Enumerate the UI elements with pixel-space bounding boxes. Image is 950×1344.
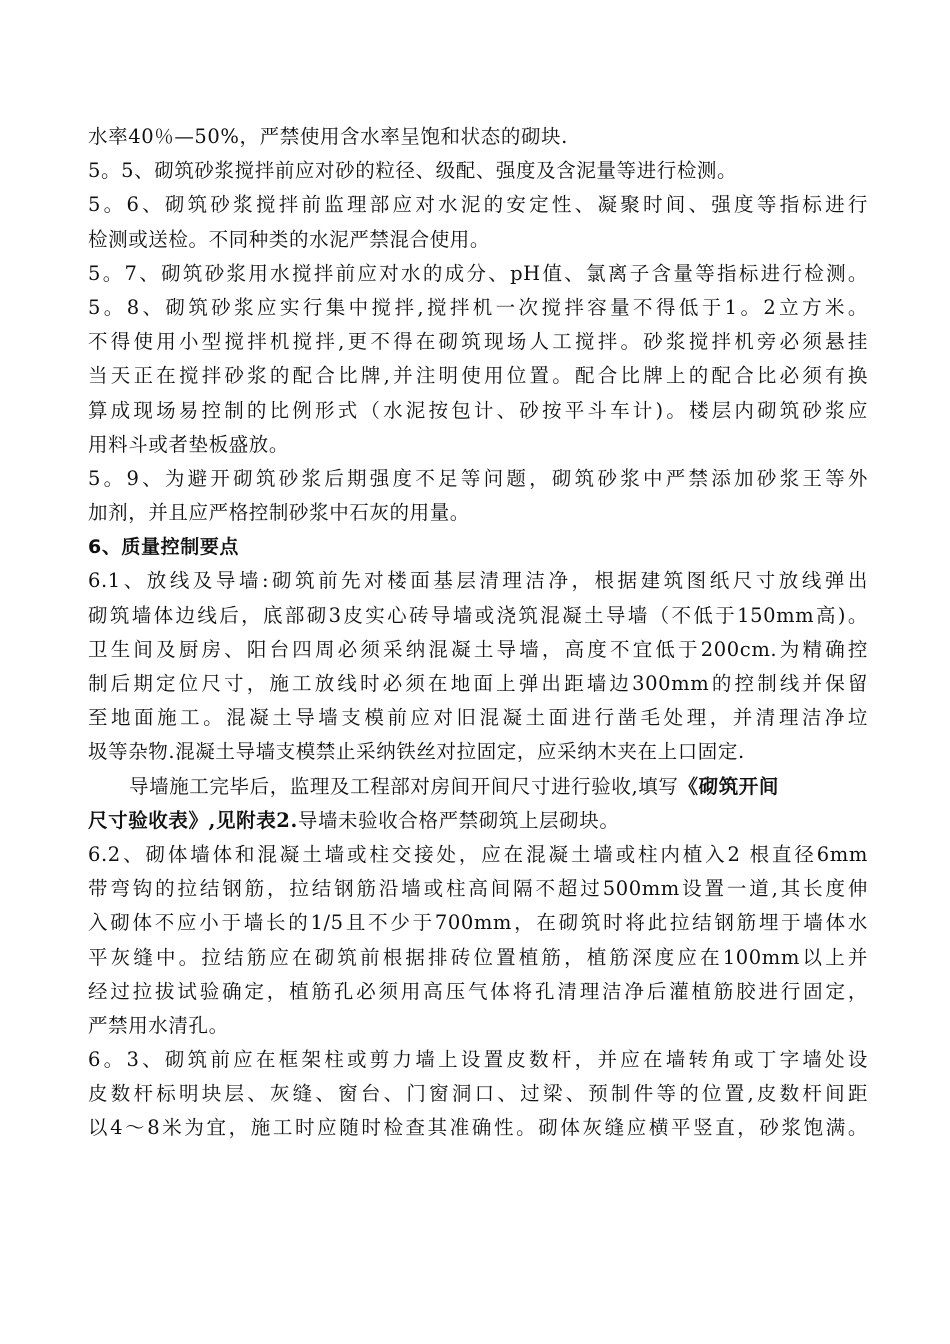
text-line: 制后期定位尺寸，施工放线时必须在地面上弹出距墙边300mm的控制线并保留 bbox=[88, 672, 868, 695]
text-line: 5。7、砌筑砂浆用水搅拌前应对水的成分、pH值、氯离子含量等指标进行检测。 bbox=[88, 261, 868, 285]
text-line: 5。8、砌筑砂浆应实行集中搅拌,搅拌机一次搅拌容量不得低于1。2立方米。 bbox=[88, 295, 868, 319]
text-line: 水率40％—50%，严禁使用含水率呈饱和状态的砌块. bbox=[88, 125, 568, 148]
text-line: 严禁用水清孔。 bbox=[88, 1013, 229, 1037]
text-line: 圾等杂物.混凝土导墙支模禁止采纳铁丝对拉固定，应采纳木夹在上口固定. bbox=[88, 740, 745, 764]
text-line: 5。9、为避开砌筑砂浆后期强度不足等问题，砌筑砂浆中严禁添加砂浆王等外 bbox=[88, 466, 868, 490]
document-page bbox=[88, 120, 868, 1146]
text-line: 5。5、砌筑砂浆搅拌前应对砂的粒径、级配、强度及含泥量等进行检测。 bbox=[88, 159, 738, 183]
text-line: 带弯钩的拉结钢筋，拉结钢筋沿墙或柱高间隔不超过500mm设置一道,其长度伸 bbox=[88, 877, 868, 901]
text-segment: 导墙施工完毕后，监理及工程部对房间开间尺寸进行验收,填写 bbox=[129, 774, 679, 798]
text-line: 经过拉拔试验确定，植筋孔必须用高压气体将孔清理洁净后灌植筋胶进行固定， bbox=[88, 979, 868, 1003]
text-line bbox=[88, 770, 868, 804]
text-line: 入砌体不应小于墙长的1/5且不少于700mm，在砌筑时将此拉结钢筋埋于墙体水 bbox=[88, 911, 868, 935]
text-segment: 导墙未验收合格严禁砌筑上层砌块。 bbox=[297, 808, 620, 832]
form-name-bold: 尺寸验收表》,见附表2. bbox=[88, 808, 298, 832]
text-line: 6.1、放线及导墙:砌筑前先对楼面基层清理洁净，根据建筑图纸尺寸放线弹出 bbox=[88, 569, 868, 593]
form-name-bold: 《砌筑开间 bbox=[678, 774, 780, 798]
text-line: 至地面施工。混凝土导墙支模前应对旧混凝土面进行凿毛处理，并清理洁净垃 bbox=[88, 706, 868, 730]
text-line: 算成现场易控制的比例形式（水泥按包计、砂按平斗车计)。楼层内砌筑砂浆应 bbox=[88, 398, 868, 422]
text-line: 不得使用小型搅拌机搅拌,更不得在砌筑现场人工搅拌。砂浆搅拌机旁必须悬挂 bbox=[88, 330, 868, 354]
text-line: 6.2、砌体墙体和混凝土墙或柱交接处，应在混凝土墙或柱内植入2 根直径6mm bbox=[88, 842, 868, 866]
text-line: 5。6、砌筑砂浆搅拌前监理部应对水泥的安定性、凝聚时间、强度等指标进行 bbox=[88, 193, 868, 217]
text-line: 检测或送检。不同种类的水泥严禁混合使用。 bbox=[88, 227, 491, 251]
text-line: 皮数杆标明块层、灰缝、窗台、门窗洞口、过梁、预制件等的位置,皮数杆间距 bbox=[88, 1082, 868, 1106]
text-line: 以4～8米为宜，施工时应随时检查其准确性。砌体灰缝应横平竖直，砂浆饱满。 bbox=[88, 1116, 868, 1140]
text-line: 当天正在搅拌砂浆的配合比牌,并注明使用位置。配合比牌上的配合比必须有换 bbox=[88, 364, 868, 388]
text-line: 平灰缝中。拉结筋应在砌筑前根据排砖位置植筋，植筋深度应在100mm以上并 bbox=[88, 945, 868, 969]
text-line: 加剂，并且应严格控制砂浆中石灰的用量。 bbox=[88, 501, 470, 525]
text-line: 卫生间及厨房、阳台四周必须采纳混凝土导墙，高度不宜低于200cm.为精确控 bbox=[88, 637, 868, 661]
text-line: 砌筑墙体边线后，底部砌3皮实心砖导墙或浇筑混凝土导墙（不低于150mm高)。 bbox=[88, 603, 868, 627]
text-line bbox=[88, 804, 868, 838]
section-heading: 6、质量控制要点 bbox=[88, 536, 240, 559]
text-line: 用料斗或者垫板盛放。 bbox=[88, 432, 290, 456]
text-line: 6。3、砌筑前应在框架柱或剪力墙上设置皮数杆，并应在墙转角或丁字墙处设 bbox=[88, 1048, 868, 1072]
